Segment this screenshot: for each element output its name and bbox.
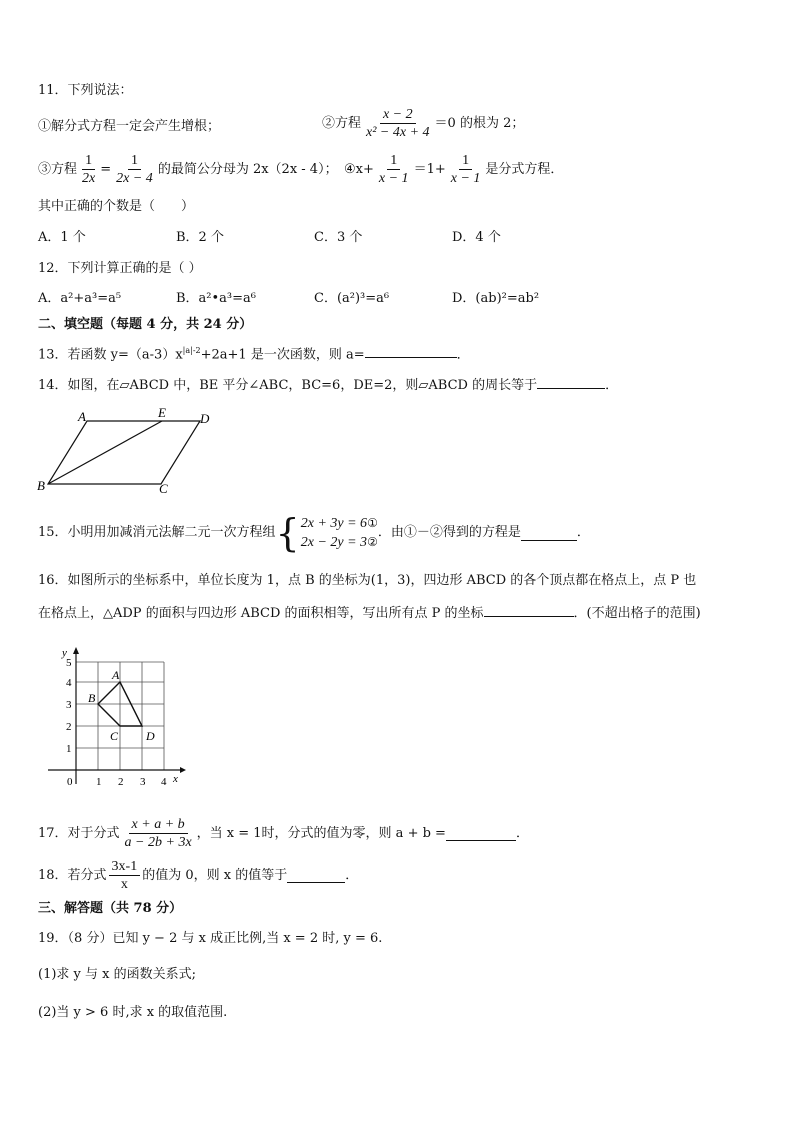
q11-s2-numerator: x − 2	[380, 106, 416, 124]
q16-line-2	[38, 602, 701, 623]
q17-denominator: a − 2b + 3x	[124, 835, 192, 850]
parallelogram-figure	[34, 404, 224, 496]
q11-s3-post: 的最简公分母为 2x（2x - 4）；	[157, 161, 338, 177]
q11-statement-2	[322, 106, 524, 141]
q11-s3-fraction-2	[113, 152, 156, 187]
q11-s3-fraction-1	[79, 152, 98, 187]
q11-s4-f1-denominator: x − 1	[378, 171, 409, 186]
q13-line	[38, 342, 470, 364]
label-a: A	[78, 409, 86, 424]
q11-s4-fraction-1	[376, 152, 412, 187]
q16-answer-blank[interactable]	[484, 602, 574, 617]
coordinate-grid-figure	[40, 644, 190, 792]
point-d-label: D	[146, 729, 155, 743]
point-a-label: A	[112, 668, 120, 682]
q11-statement-1: ①解分式方程一定会产生增根；	[38, 119, 221, 134]
q13-mid: +2a+1 是一次函数，则 a=	[200, 347, 365, 363]
q13-pre: 13．若函数 y=（a-3）x	[38, 347, 183, 363]
q15-pre: 15．小明用加减消元法解二元一次方程组	[38, 525, 276, 540]
q11-s3-f1-denominator: 2x	[82, 171, 96, 186]
y-tick-2: 2	[66, 721, 72, 733]
q16-line2-post: ．(不超出格子的范围)	[573, 606, 701, 621]
x-tick-1: 1	[96, 776, 102, 788]
q18-fraction	[109, 858, 141, 893]
q17-fraction	[122, 816, 195, 851]
y-axis-label: y	[62, 647, 67, 659]
q11-s4-mid: ＝1+	[413, 161, 446, 177]
q14-text: 14．如图，在▱ABCD 中，BE 平分∠ABC，BC=6，DE=2，则▱ABCD 的周长等于	[38, 378, 538, 393]
q13-exponent: |a|-2	[182, 346, 201, 355]
q15-end: ．	[576, 525, 590, 540]
q12-option-b: B．a²•a³=a⁶	[176, 291, 256, 306]
q11-s3-f2-numerator: 1	[128, 152, 141, 170]
q19-intro: 19．（8 分）已知 y − 2 与 x 成正比例,当 x = 2 时, y = 6.	[38, 931, 383, 946]
brace-icon: {	[275, 511, 300, 555]
point-c-label: C	[110, 729, 119, 743]
grid-lines	[76, 662, 164, 770]
q15-post: ．由①－②得到的方程是	[377, 525, 521, 540]
q11-option-c: C．3 个	[314, 230, 363, 245]
q18-line	[38, 858, 358, 893]
q15-equation-2	[301, 533, 378, 552]
q17-numerator: x + a + b	[129, 816, 188, 834]
q11-question: 其中正确的个数是（ ）	[38, 199, 195, 214]
q12-option-c: C．(a²)³=a⁶	[314, 291, 390, 306]
q11-s3-f1-numerator: 1	[82, 152, 95, 170]
q15-answer-blank[interactable]	[521, 526, 577, 541]
q11-s4-f1-numerator: 1	[387, 152, 400, 170]
segment-be	[48, 421, 162, 484]
q12-option-a: A．a²+a³=a⁵	[38, 291, 122, 306]
q16-line2-pre: 在格点上，△ADP 的面积与四边形 ABCD 的面积相等，写出所有点 P 的坐标	[38, 606, 484, 621]
x-tick-2: 2	[118, 776, 124, 788]
q11-title: 11．下列说法：	[38, 83, 133, 98]
q15-eq2-text: 2x − 2y = 3	[300, 535, 368, 550]
y-tick-1: 1	[66, 743, 72, 755]
label-b: B	[37, 478, 45, 493]
q11-option-a: A．1 个	[38, 230, 86, 245]
q17-line	[38, 816, 529, 851]
q14-post: ．	[605, 378, 619, 393]
q17-pre: 17．对于分式	[38, 825, 120, 841]
q15-eq2-tag: ②	[367, 535, 378, 549]
q18-denominator: x	[120, 877, 128, 892]
x-axis-arrow-icon	[180, 767, 186, 773]
q11-statement-4	[344, 152, 563, 187]
q18-mid: 的值为 0，则 x 的值等于	[142, 867, 288, 883]
y-tick-4: 4	[66, 677, 72, 689]
q11-s4-post: 是分式方程．	[485, 161, 564, 177]
x-tick-4: 4	[161, 776, 167, 788]
q11-s3-equals: =	[100, 161, 112, 177]
section-3-heading: 三、解答题（共 78 分）	[38, 901, 183, 916]
q11-s2-fraction	[363, 106, 433, 141]
q11-s4-pre: ④x+	[344, 161, 374, 177]
q17-answer-blank[interactable]	[446, 826, 516, 841]
q11-statement-3	[38, 152, 338, 187]
q11-s2-denominator: x² − 4x + 4	[366, 125, 430, 140]
q11-s4-f2-denominator: x − 1	[450, 171, 481, 186]
label-c: C	[159, 481, 168, 496]
q18-numerator: 3x-1	[109, 858, 141, 876]
q13-post: ．	[456, 347, 470, 363]
q12-title: 12．下列计算正确的是（ ）	[38, 261, 202, 276]
q13-answer-blank[interactable]	[365, 343, 457, 358]
q17-mid: ，当 x = 1时，分式的值为零，则 a + b =	[196, 825, 446, 841]
q15-eq1-text: 2x + 3y = 6	[300, 516, 368, 531]
y-axis-arrow-icon	[73, 647, 79, 654]
q18-post: ．	[345, 867, 359, 883]
parallelogram-abcd	[48, 421, 200, 484]
q14-answer-blank[interactable]	[537, 374, 605, 389]
q15-equation-system	[275, 511, 378, 555]
q11-s2-pre: ②方程	[322, 115, 362, 131]
q15-eq1-tag: ①	[367, 516, 378, 530]
label-e: E	[158, 405, 166, 420]
q11-s3-pre: ③方程	[38, 161, 78, 177]
q17-post: ．	[515, 825, 529, 841]
q19-part-1: (1)求 y 与 x 的函数关系式;	[38, 967, 196, 982]
q15-equation-1	[301, 514, 378, 533]
q18-pre: 18．若分式	[38, 867, 107, 883]
q18-answer-blank[interactable]	[287, 868, 345, 883]
q11-option-b: B．2 个	[176, 230, 224, 245]
q11-s4-f2-numerator: 1	[459, 152, 472, 170]
x-tick-3: 3	[140, 776, 146, 788]
x-axis-label: x	[173, 773, 178, 785]
q11-s2-post: ＝0 的根为 2；	[434, 115, 525, 131]
q19-part-2: (2)当 y > 6 时,求 x 的取值范围.	[38, 1005, 228, 1020]
q11-s3-f2-denominator: 2x − 4	[116, 171, 153, 186]
q14-line	[38, 374, 618, 395]
y-tick-5: 5	[66, 657, 72, 669]
section-2-heading: 二、填空题（每题 4 分，共 24 分）	[38, 317, 253, 332]
q16-line-1: 16．如图所示的坐标系中，单位长度为 1，点 B 的坐标为(1，3)，四边形 ABCD 的各个顶点都在格点上，点 P 也	[38, 573, 697, 588]
q11-option-d: D．4 个	[452, 230, 501, 245]
label-d: D	[200, 411, 210, 426]
q15-line	[38, 512, 590, 554]
q11-s4-fraction-2	[448, 152, 484, 187]
y-tick-3: 3	[66, 699, 72, 711]
q12-option-d: D．(ab)²=ab²	[452, 291, 540, 306]
origin-label: 0	[67, 776, 73, 788]
point-b-label: B	[88, 691, 96, 705]
